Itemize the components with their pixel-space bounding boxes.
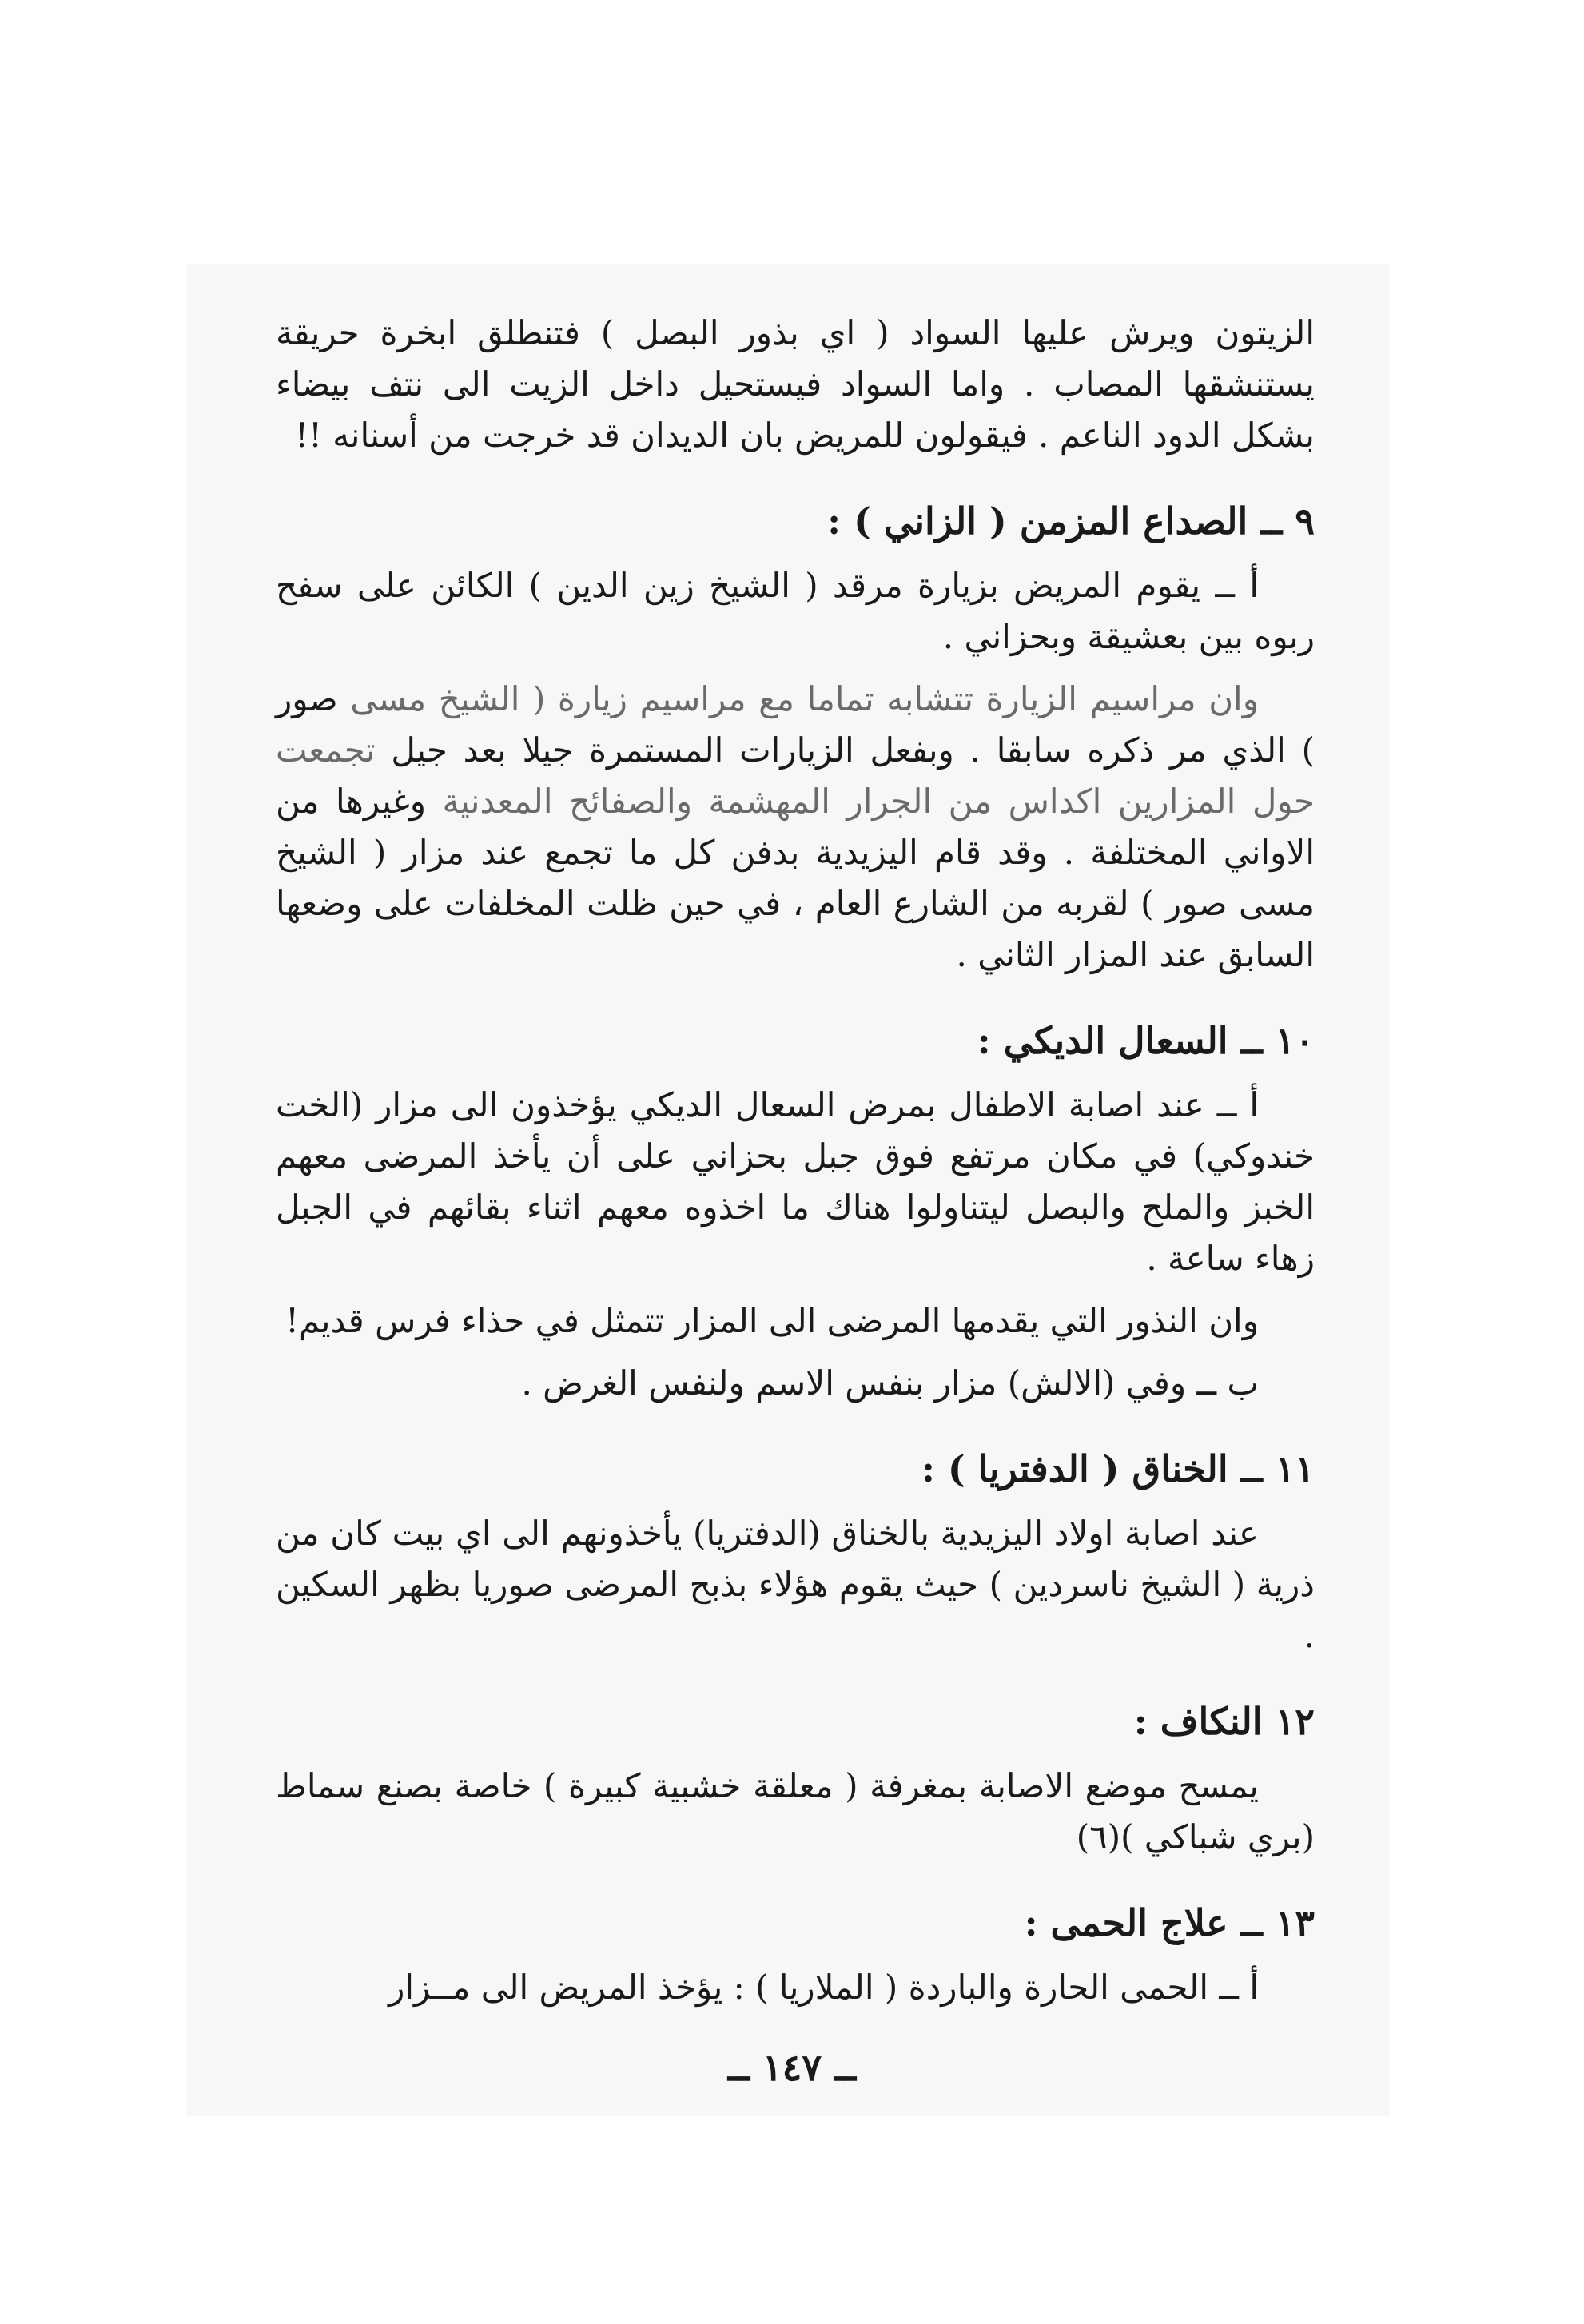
section-13-paragraph-1: أ ــ الحمى الحارة والباردة ( الملاريا ) : يؤخذ المريض الى مــزار xyxy=(388,1968,1259,2007)
section-12-paragraph-1: يمسح موضع الاصابة بمغرفة ( معلقة خشبية كبيرة ) خاصة بصنع سماط (بري شباكي )(٦) xyxy=(276,1766,1315,1856)
section-10-paragraph-2: وان النذور التي يقدمها المرضى الى المزار تتمثل في حذاء فرس قديم! xyxy=(285,1301,1259,1340)
section-9-paragraph-2-part-4: وغيرها من الاواني المختلفة . وقد قام اليزيدية بدفن كل ما تجمع عند مزار ( الشيخ مسى صور ) لقربه من الشارع العام ، في حين ظلت المخلفات على وضعها السابق عند المزار الثاني . xyxy=(276,782,1315,974)
intro-paragraph: الزيتون ويرش عليها السواد ( اي بذور البصل ) فتنطلق ابخرة حريقة يستنشقها المصاب . واما السواد فيستحيل داخل الزيت الى نتف بيضاء بشكل الدود الناعم . فيقولون للمريض بان الديدان قد خرجت من أسنانه !! xyxy=(276,313,1315,455)
section-9-paragraph-1: أ ــ يقوم المريض بزيارة مرقد ( الشيخ زين الدين ) الكائن على سفح ربوه بين بعشيقة وبحزاني . xyxy=(276,566,1315,656)
page-body xyxy=(276,308,1315,2024)
section-9-paragraph-2-part-3: تجمعت حول المزارين اكداس من الجرار المهشمة والصفائح المعدنية xyxy=(276,730,1315,821)
section-12-heading: ١٢ النكاف : xyxy=(1133,1700,1315,1743)
section-9-paragraph-2 xyxy=(276,674,1315,981)
section-10-heading: ١٠ ــ السعال الديكي : xyxy=(977,1019,1315,1062)
section-9-paragraph-2-part-1: وان مراسيم الزيارة تتشابه تماما مع مراسيم زيارة ( الشيخ مسى xyxy=(350,679,1259,718)
section-9-paragraph-2-part-2: صور ) الذي مر ذكره سابقا . وبفعل الزيارات المستمرة جيلا بعد جيل xyxy=(276,679,1315,770)
section-11-heading: ١١ ــ الخناق ( الدفتريا ) : xyxy=(921,1447,1315,1490)
section-11-paragraph-1: عند اصابة اولاد اليزيدية بالخناق (الدفتريا) يأخذونهم الى اي بيت كان من ذرية ( الشيخ ناسردين ) حيث يقوم هؤلاء بذبح المرضى صوريا بظهر السكين . xyxy=(276,1514,1315,1655)
section-10-paragraph-1: أ ــ عند اصابة الاطفال بمرض السعال الديكي يؤخذون الى مزار (الخت خندوكي) في مكان مرتفع فوق جبل بحزاني على أن يأخذ المرضى معهم الخبز والملح والبصل ليتناولوا هناك ما اخذوه معهم اثناء بقائهم في الجبل زهاء ساعة . xyxy=(276,1085,1315,1278)
section-13-heading: ١٣ ــ علاج الحمى : xyxy=(1024,1901,1315,1944)
section-10-paragraph-3: ب ــ وفي (الالش) مزار بنفس الاسم ولنفس الغرض . xyxy=(521,1363,1259,1403)
section-9-heading: ٩ ــ الصداع المزمن ( الزاني ) : xyxy=(827,499,1315,543)
page-number: ــ ١٤٧ ــ xyxy=(727,2046,857,2089)
